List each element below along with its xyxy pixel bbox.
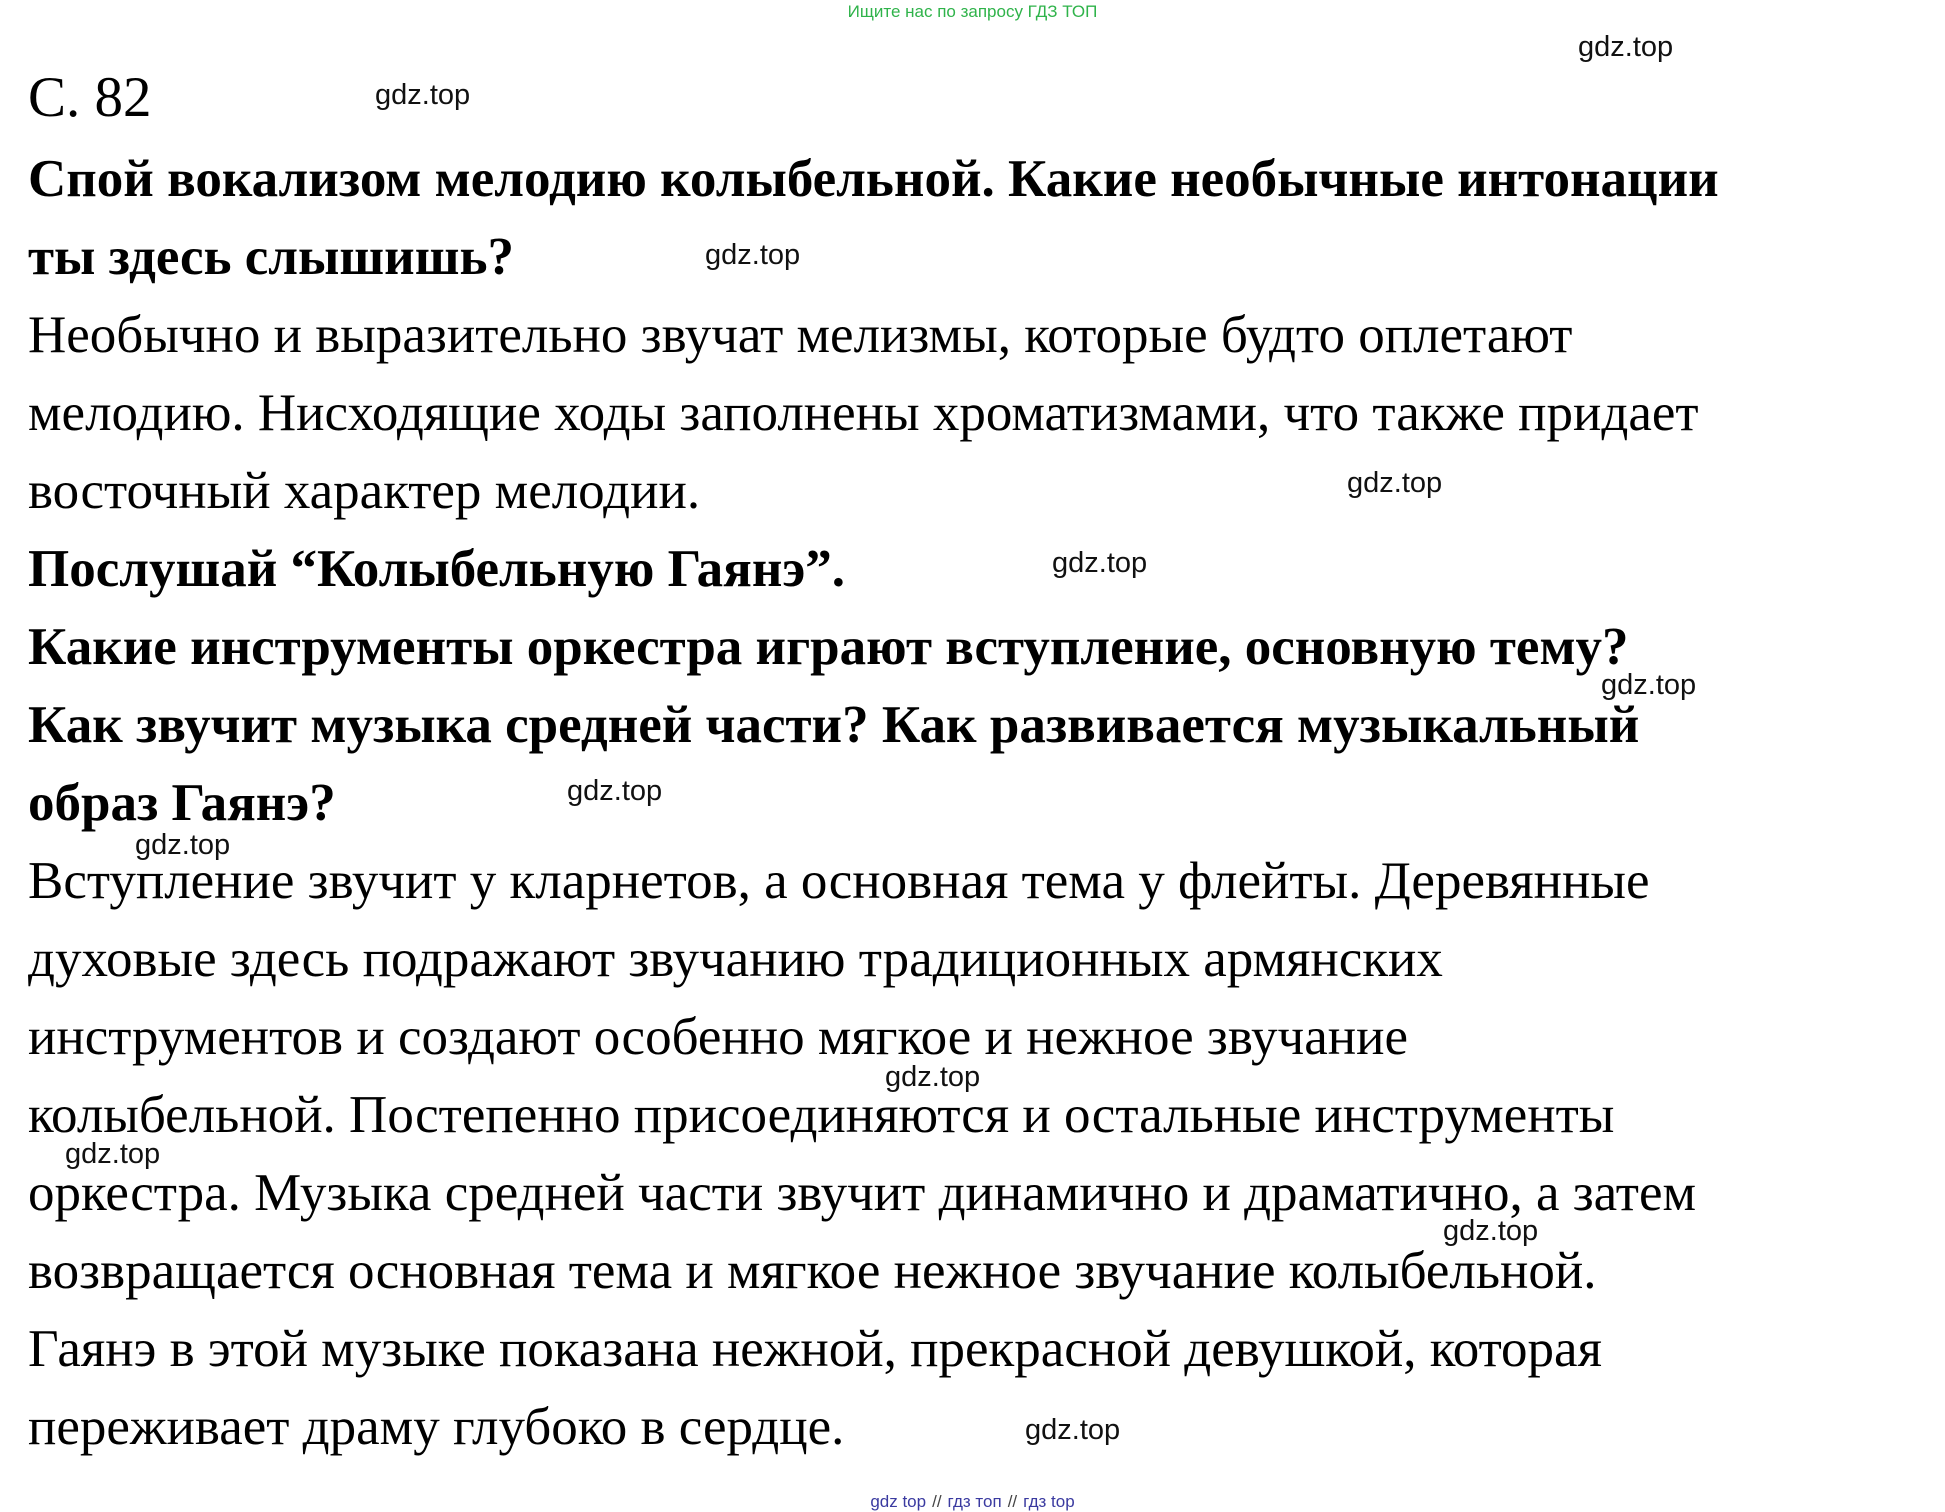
- question-line: Спой вокализом мелодию колыбельной. Какие необычные интонации: [28, 150, 1719, 208]
- watermark: gdz.top: [375, 79, 471, 111]
- question-line: Послушай “Колыбельную Гаянэ”.: [28, 540, 846, 598]
- watermark: gdz.top: [1578, 31, 1674, 63]
- footer-separator: //: [1007, 1492, 1018, 1511]
- answer-line: переживает драму глубоко в сердце.: [28, 1398, 845, 1456]
- answer-line: Необычно и выразительно звучат мелизмы, которые будто оплетают: [28, 306, 1573, 364]
- watermark: gdz.top: [1347, 467, 1443, 499]
- answer-line: духовые здесь подражают звучанию традиционных армянских: [28, 930, 1443, 988]
- header-note: Ищите нас по запросу ГДЗ ТОП: [847, 2, 1098, 21]
- answer-line: восточный характер мелодии.: [28, 462, 701, 520]
- answer-line: возвращается основная тема и мягкое нежное звучание колыбельной.: [28, 1242, 1597, 1300]
- answer-line: оркестра. Музыка средней части звучит динамично и драматично, а затем: [28, 1164, 1697, 1222]
- watermark: gdz.top: [65, 1138, 161, 1170]
- watermark: gdz.top: [705, 239, 801, 271]
- watermark: gdz.top: [885, 1061, 981, 1093]
- watermark: gdz.top: [567, 775, 663, 807]
- question-line: Как звучит музыка средней части? Как развивается музыкальный: [28, 696, 1640, 754]
- answer-line: инструментов и создают особенно мягкое и нежное звучание: [28, 1008, 1408, 1066]
- watermark: gdz.top: [1025, 1414, 1121, 1446]
- question-line: образ Гаянэ?: [28, 774, 336, 832]
- answer-line: мелодию. Нисходящие ходы заполнены хроматизмами, что также придает: [28, 384, 1699, 442]
- question-line: ты здесь слышишь?: [28, 228, 514, 286]
- answer-line: колыбельной. Постепенно присоединяются и остальные инструменты: [28, 1086, 1615, 1144]
- watermark: gdz.top: [135, 829, 231, 861]
- footer-links: [0, 1492, 1945, 1512]
- footer-link[interactable]: гдз топ: [947, 1492, 1002, 1511]
- answer-line: Гаянэ в этой музыке показана нежной, прекрасной девушкой, которая: [28, 1320, 1602, 1378]
- footer-separator: //: [932, 1492, 942, 1511]
- footer-link[interactable]: gdz top: [870, 1492, 927, 1511]
- watermark: gdz.top: [1052, 547, 1148, 579]
- answer-line: Вступление звучит у кларнетов, а основная тема у флейты. Деревянные: [28, 852, 1650, 910]
- watermark: gdz.top: [1601, 669, 1697, 701]
- watermark: gdz.top: [1443, 1215, 1539, 1247]
- footer-link[interactable]: гдз top: [1023, 1492, 1075, 1511]
- question-line: Какие инструменты оркестра играют вступление, основную тему?: [28, 618, 1629, 676]
- page-number: С. 82: [28, 66, 152, 129]
